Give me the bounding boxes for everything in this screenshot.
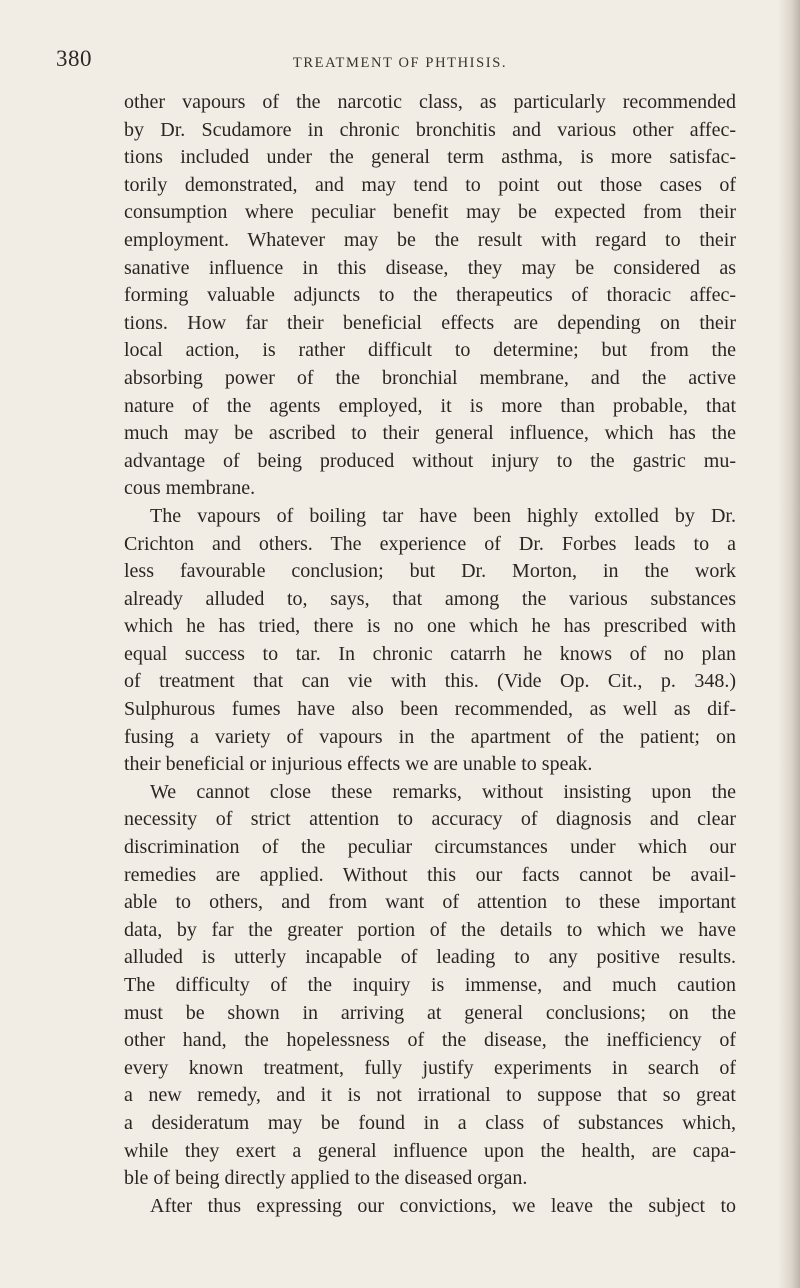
text-line: discrimination of the peculiar circumstances under which our: [124, 836, 736, 859]
text-line: a desideratum may be found in a class of substances which,: [124, 1111, 736, 1134]
text-line: nature of the agents employed, it is more than probable, that: [124, 394, 736, 417]
text-line: data, by far the greater portion of the details to which we have: [124, 918, 736, 941]
text-line: a new remedy, and it is not irrational to suppose that so great: [124, 1084, 736, 1107]
page-number: 380: [56, 46, 92, 71]
text-line: sanative influence in this disease, they may be considered as: [124, 256, 736, 279]
text-line: torily demonstrated, and may tend to point out those cases of: [124, 173, 736, 196]
text-line: must be shown in arriving at general conclusions; on the: [124, 1001, 736, 1024]
text-line: already alluded to, says, that among the various substances: [124, 587, 736, 610]
text-line: while they exert a general influence upon the health, are capa-: [124, 1139, 736, 1162]
text-line: of treatment that can vie with this. (Vide Op. Cit., p. 348.): [124, 670, 736, 693]
text-line: The difficulty of the inquiry is immense, and much caution: [124, 974, 736, 996]
text-line: much may be ascribed to their general influence, which has the: [124, 422, 736, 445]
text-line: other vapours of the narcotic class, as particularly recommended: [124, 91, 736, 113]
text-line: fusing a variety of vapours in the apartment of the patient; on: [124, 725, 736, 748]
text-line: Sulphurous fumes have also been recommended, as well as dif-: [124, 698, 736, 721]
text-line: forming valuable adjuncts to the therapeutics of thoracic affec-: [124, 284, 736, 307]
body-text: [124, 89, 736, 1220]
text-line: tions included under the general term asthma, is more satisfac-: [124, 146, 736, 169]
text-line: their beneficial or injurious effects we are unable to speak.: [124, 753, 593, 776]
text-line: equal success to tar. In chronic catarrh he knows of no plan: [124, 642, 736, 665]
paragraph-start-line: The vapours of boiling tar have been highly extolled by Dr.: [150, 504, 736, 527]
text-line: advantage of being produced without injury to the gastric mu-: [124, 449, 736, 472]
running-head: TREATMENT OF PHTHISIS.: [292, 55, 508, 71]
text-line: other hand, the hopelessness of the disease, the inefficiency of: [124, 1029, 736, 1052]
text-line: cous membrane.: [124, 477, 256, 500]
paragraph-start-line: We cannot close these remarks, without insisting upon the: [150, 780, 736, 803]
text-line: Crichton and others. The experience of Dr. Forbes leads to a: [124, 532, 736, 555]
text-line: less favourable conclusion; but Dr. Morton, in the work: [124, 560, 736, 583]
text-line: remedies are applied. Without this our facts cannot be avail-: [124, 863, 736, 886]
text-line: tions. How far their beneficial effects are depending on their: [124, 311, 736, 334]
text-line: every known treatment, fully justify experiments in search of: [124, 1056, 736, 1079]
paragraph-start-line: After thus expressing our convictions, we leave the subject to: [150, 1194, 736, 1217]
text-line: alluded is utterly incapable of leading to any positive results.: [124, 946, 736, 969]
text-line: employment. Whatever may be the result with regard to their: [124, 228, 736, 251]
text-line: ble of being directly applied to the diseased organ.: [124, 1167, 528, 1190]
text-line: able to others, and from want of attention to these important: [124, 891, 736, 914]
text-line: local action, is rather difficult to determine; but from the: [124, 339, 736, 362]
text-line: which he has tried, there is no one which he has prescribed with: [124, 615, 736, 638]
text-line: necessity of strict attention to accuracy of diagnosis and clear: [124, 808, 736, 831]
text-line: consumption where peculiar benefit may be expected from their: [124, 201, 736, 224]
text-line: absorbing power of the bronchial membrane, and the active: [124, 366, 736, 389]
page-edge-shadow: [778, 0, 800, 1288]
text-line: by Dr. Scudamore in chronic bronchitis and various other affec-: [124, 118, 736, 141]
